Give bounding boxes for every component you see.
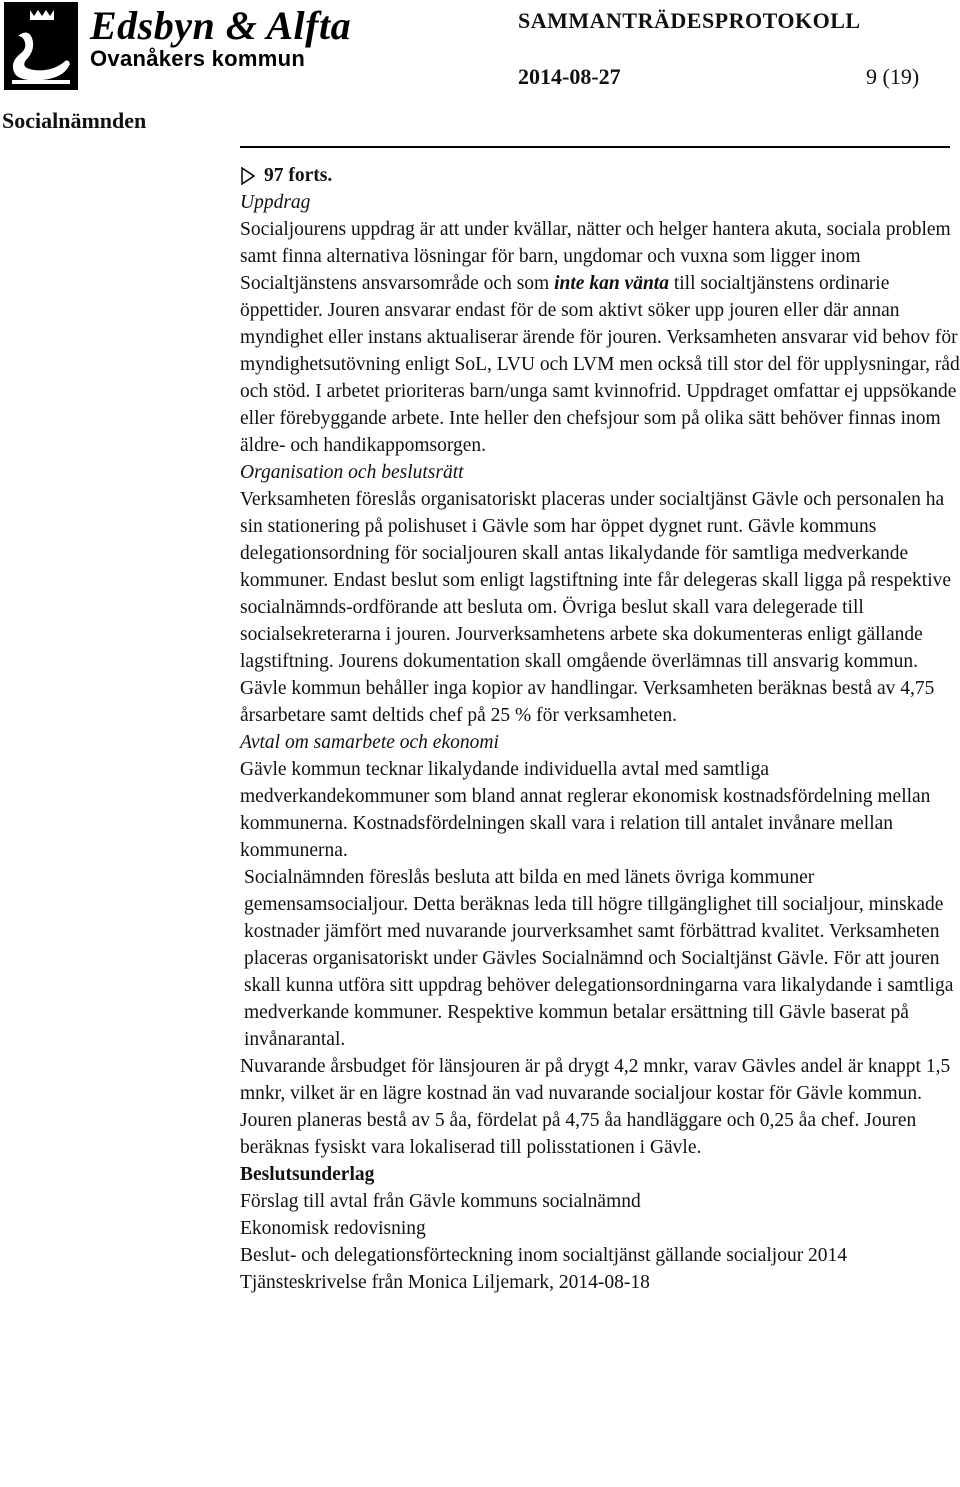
meeting-date: 2014-08-27 [518, 64, 621, 89]
paragraph-arrow-icon [240, 167, 256, 185]
paragraph-budget: Nuvarande årsbudget för länsjouren är på drygt 4,2 mnkr, varav Gävles andel är knappt 1,5 mnkr, vilket är en lägre kostnad än vad nuvarande socialjour kostar för Gävle kommun. Jouren planeras bestå av 5 åa, fördelat på 4,75 åa handläggare och 0,25 åa chef. Jouren beräknas fysiskt vara lokaliserad till polisstationen i Gävle. [240, 1056, 951, 1158]
page-number: 9 (19) [866, 64, 920, 89]
basis-list [240, 1188, 960, 1296]
paragraph-organisation: Verksamheten föreslås organisatoriskt placeras under socialtjänst Gävle och personalen ha sin stationering på polishuset i Gävle som har öppet dygnet runt. Gävle kommuns delegationsordning för socialjouren skall antas likalydande för samtliga medverkande kommuner. Endast beslut som enligt lagstiftning inte får delegeras skall ligga på respektive socialnämnds-ordförande att besluta om. Övriga beslut skall vara delegerade till socialsekreterarna i jouren. Jourverksamhetens arbete ska dokumenteras enligt gällande lagstiftning. Jourens dokumentation skall omgående överlämnas till ansvarig kommun. Gävle kommun behåller inga kopior av handlingar. Verksamheten beräknas bestå av 4,75 årsarbetare samt deltids chef på 25 % för verksamheten. [240, 489, 952, 726]
basis-item: Beslut- och delegationsförteckning inom socialtjänst gällande socialjour 2014 [240, 1245, 848, 1266]
basis-heading: Beslutsunderlag [240, 1164, 375, 1185]
basis-item: Tjänsteskrivelse från Monica Liljemark, 2014-08-18 [240, 1272, 650, 1293]
subheading-organisation: Organisation och beslutsrätt [240, 462, 464, 483]
paragraph-proposal: Socialnämnden föreslås besluta att bilda en med länets övriga kommuner gemensamsocialjour. Detta beräknas leda till högre tillgänglighet till socialjour, minskade kostnader jämfört med nuvarande jourverksamhet samt förbättrad kvalitet. Verksamheten placeras organisatoriskt under Gävles Socialnämnd och Socialtjänst Gävle. För att jouren skall kunna utföra sitt uppdrag behöver delegationsordningarna vara likalydande i samtliga medverkande kommuner. Respektive kommun betalar ersättning till Gävle baserat på invånarantal. [244, 867, 954, 1050]
paragraph-uppdrag-part2: till socialtjänstens ordinarie öppettider. Jouren ansvarar endast för de som aktivt söker upp jouren eller där annan myndighet eller instans aktualiserar ärende för jouren. Verksamheten ansvarar vid behov för myndighetsutövning enligt SoL, LVU och LVM men också till stor del för upplysningar, råd och stöd. I arbetet prioriteras barn/unga samt kvinnofrid. Uppdraget omfattar ej uppsökande eller förebyggande arbete. Inte heller den chefsjour som på olika sätt behöver finnas inom äldre- och handikappomsorgen. [240, 273, 960, 456]
basis-item: Ekonomisk redovisning [240, 1218, 426, 1239]
department-name: Socialnämnden [2, 108, 147, 133]
document-body [240, 162, 960, 1296]
logo-subtitle: Ovanåkers kommun [90, 46, 306, 71]
logo-title: Edsbyn & Alfta [90, 3, 352, 48]
subheading-uppdrag: Uppdrag [240, 192, 311, 213]
subheading-avtal: Avtal om samarbete och ekonomi [240, 732, 499, 753]
swan-crown-emblem-icon [4, 2, 78, 90]
paragraph-avtal: Gävle kommun tecknar likalydande individuella avtal med samtliga medverkandekommuner som bland annat reglerar ekonomisk kostnadsfördelning mellan kommunerna. Kostnadsfördelningen skall vara i relation till antalet invånare mellan kommunerna. [240, 759, 931, 861]
header-divider [240, 146, 950, 148]
paragraph-uppdrag [240, 216, 960, 459]
section-heading [240, 162, 960, 189]
section-number: 97 forts. [264, 165, 333, 186]
paragraph-uppdrag-part1: Socialjourens uppdrag är att under kvällar, nätter och helger hantera akuta, sociala problem samt finna alternativa lösningar för barn, ungdomar och vuxna som ligger inom Socialtjänstens ansvarsområde och som [240, 219, 951, 294]
document-type: SAMMANTRÄDESPROTOKOLL [518, 8, 861, 33]
basis-item: Förslag till avtal från Gävle kommuns socialnämnd [240, 1191, 641, 1212]
emphasis-text: inte kan vänta [554, 273, 669, 294]
municipality-logo [4, 2, 364, 94]
